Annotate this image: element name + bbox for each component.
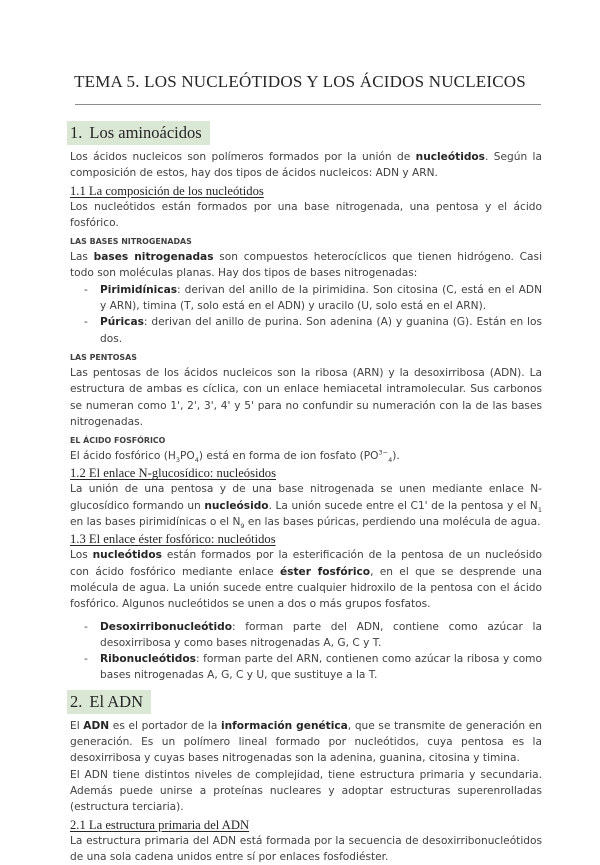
subscript: 4 bbox=[388, 456, 392, 464]
list-item bbox=[100, 619, 542, 652]
subsection-2-1-heading: 2.1 La estructura primaria del ADN bbox=[70, 817, 542, 833]
text-run: : derivan del anillo de la pirimidina. Son citosina (C, está en el ADN y ARN), timina (T, solo está en el ADN) y uracilo (U, solo está en el ARN). bbox=[100, 284, 542, 312]
pentosas-heading: LAS PENTOSAS bbox=[70, 352, 542, 364]
bold-term: éster fosfórico bbox=[280, 566, 370, 578]
text-run: en las bases pirimidínicas o el N bbox=[70, 516, 240, 528]
fosforico-heading: EL ÁCIDO FOSFÓRICO bbox=[70, 435, 542, 447]
section-2-heading bbox=[67, 690, 151, 714]
section-2-paragraph-2: El ADN tiene distintos niveles de complejidad, tiene estructura primaria y secundaria. Además puede unirse a proteínas nucleares y adoptar estructuras superenrolladas (estructura terciaria). bbox=[70, 767, 542, 816]
bold-term: Ribonucleótidos bbox=[100, 653, 196, 665]
bold-term: nucleótidos bbox=[416, 151, 485, 163]
text-run: : forman parte del ARN, contienen como azúcar la ribosa y como bases nitrogenadas A, G, C y U, que sustituye a la T. bbox=[100, 653, 542, 681]
text-run: PO bbox=[180, 450, 195, 462]
section-2-title: El ADN bbox=[89, 692, 143, 711]
section-1-intro bbox=[70, 149, 542, 182]
subsection-1-1-text: Los nucleótidos están formados por una base nitrogenada, una pentosa y el ácido fosfórico. bbox=[70, 199, 542, 232]
subsection-1-3-heading: 1.3 El enlace éster fosfórico: nucleótidos bbox=[70, 531, 542, 547]
title-divider bbox=[75, 104, 541, 105]
bold-term: Pirimidínicas bbox=[100, 284, 177, 296]
section-1-title: Los aminoácidos bbox=[89, 123, 201, 142]
bold-term: Desoxirribonucleótido bbox=[100, 621, 232, 633]
bold-term: información genética bbox=[221, 720, 348, 732]
text-run: La unión de una pentosa y de una base nitrogenada se unen mediante enlace N-glucosídico formando un bbox=[70, 483, 542, 511]
subscript: 3 bbox=[176, 456, 180, 464]
list-item bbox=[100, 651, 542, 684]
text-run: El ácido fosfórico (H bbox=[70, 450, 176, 462]
fosforico-paragraph bbox=[70, 448, 542, 464]
subscript: 1 bbox=[538, 506, 542, 514]
text-run: son compuestos heterocíclicos que tienen hidrógeno. Casi todo son moléculas planas. Hay dos tipos de bases nitrogenadas: bbox=[70, 251, 542, 279]
text-run: Los bbox=[70, 549, 93, 561]
text-run: El bbox=[70, 720, 83, 732]
subscript: 9 bbox=[240, 522, 244, 530]
superscript: 3− bbox=[379, 449, 389, 457]
text-run: en las bases púricas, perdiendo una molécula de agua. bbox=[245, 516, 541, 528]
text-run: ). bbox=[392, 450, 400, 462]
text-run: Los ácidos nucleicos son polímeros formados por la unión de bbox=[70, 151, 416, 163]
bases-paragraph bbox=[70, 249, 542, 282]
bold-term: Púricas bbox=[100, 316, 144, 328]
subsection-1-1-heading: 1.1 La composición de los nucleótidos bbox=[70, 183, 542, 199]
document-body bbox=[70, 121, 542, 865]
subsection-1-2-heading: 1.2 El enlace N-glucosídico: nucleósidos bbox=[70, 465, 542, 481]
text-run: . La unión sucede entre el C1' de la pentosa y el N bbox=[269, 500, 538, 512]
bold-term: ADN bbox=[83, 720, 109, 732]
section-2-number: 2. bbox=[70, 692, 82, 711]
text-run: , que se transmite de generación en generación. Es un polímero lineal formado por nucleótidos, cuya pentosa es la desoxirribosa y cuyas bases nitrogenadas son la adenina, guanina, citosina y timina. bbox=[70, 720, 542, 765]
text-run: : derivan del anillo de purina. Son adenina (A) y guanina (G). Están en los dos. bbox=[100, 316, 542, 344]
bases-list bbox=[70, 282, 542, 347]
bold-term: nucleótidos bbox=[93, 549, 162, 561]
text-run: : forman parte del ADN, contiene como azúcar la desoxirribosa y como bases nitrogenadas A, G, C y T. bbox=[100, 621, 542, 649]
subsection-1-2-text bbox=[70, 481, 542, 530]
list-item bbox=[100, 314, 542, 347]
text-run: , en el que se desprende una molécula de agua. La unión sucede entre cualquier hidroxilo de la pentosa con el ácido fosfórico. Algunos nucleótidos se unen a dos o más grupos fosfatos. bbox=[70, 566, 542, 611]
section-2-paragraph-1 bbox=[70, 718, 542, 767]
text-run: Las bbox=[70, 251, 94, 263]
text-run: ) está en forma de ion fosfato (PO bbox=[199, 450, 379, 462]
text-run: están formados por la esterificación de la pentosa de un nucleósido con ácido fosfórico mediante enlace bbox=[70, 549, 542, 577]
text-run: es el portador de la bbox=[109, 720, 221, 732]
text-run: . Según la composición de estos, hay dos tipos de ácidos nucleicos: ADN y ARN. bbox=[70, 151, 542, 179]
section-1-number: 1. bbox=[70, 123, 82, 142]
nucleotide-types-list bbox=[70, 619, 542, 684]
section-1-heading bbox=[67, 121, 210, 145]
list-item bbox=[100, 282, 542, 315]
subsection-1-3-text bbox=[70, 547, 542, 612]
bold-term: bases nitrogenadas bbox=[94, 251, 214, 263]
pentosas-paragraph: Las pentosas de los ácidos nucleicos son la ribosa (ARN) y la desoxirribosa (ADN). La estructura de ambas es cíclica, con un enlace hemiacetal intramolecular. Sus carbonos se numeran como 1', 2', 3', 4' y 5' para no confundir su numeración con la de las bases nitrogenadas. bbox=[70, 365, 542, 430]
bold-term: nucleósido bbox=[204, 500, 268, 512]
bases-heading: LAS BASES NITROGENADAS bbox=[70, 236, 542, 248]
subscript: 4 bbox=[195, 456, 199, 464]
subsection-2-1-text: La estructura primaria del ADN está formada por la secuencia de desoxirribonucleótidos de una sola cadena unidos entre sí por enlaces fosfodiéster. bbox=[70, 833, 542, 865]
document-title: TEMA 5. LOS NUCLEÓTIDOS Y LOS ÁCIDOS NUCLEICOS bbox=[0, 72, 600, 92]
